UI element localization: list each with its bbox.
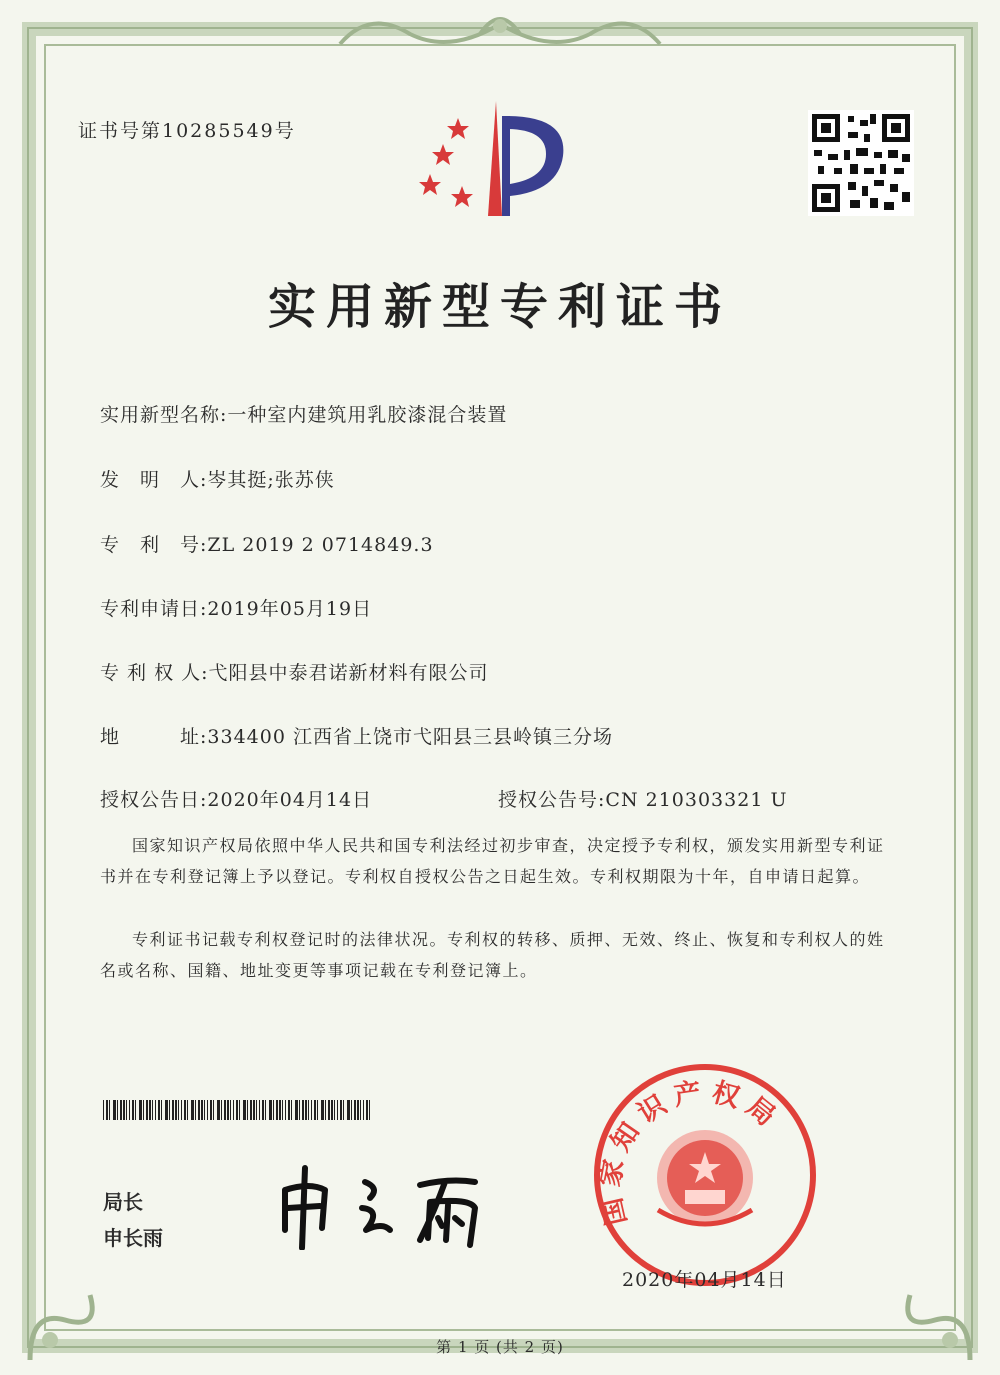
field-label: 专 利 号: [100, 534, 208, 556]
field-value: 弋阳县中泰君诺新材料有限公司 [208, 662, 489, 684]
cnipa-logo-icon [418, 96, 578, 226]
seal-text-arc: 国家知识产权局 [594, 1076, 788, 1229]
top-ornament-icon [330, 4, 670, 54]
field-label: 实用新型名称: [100, 404, 228, 426]
field-patent-number [100, 530, 434, 557]
field-value: 一种室内建筑用乳胶漆混合装置 [227, 404, 508, 426]
statement-paragraph-1: 国家知识产权局依照中华人民共和国专利法经过初步审查，决定授予专利权，颁发实用新型专利证书并在专利登记簿上予以登记。专利权自授权公告之日起生效。专利权期限为十年，自申请日起算。 [100, 836, 885, 886]
certificate-number: 证书号第10285549号 [78, 120, 296, 142]
field-patentee [100, 658, 489, 685]
statement-paragraph-2: 专利证书记载专利权登记时的法律状况。专利权的转移、质押、无效、终止、恢复和专利权人的姓名或名称、国籍、地址变更等事项记载在专利登记簿上。 [100, 930, 885, 980]
field-value: 岑其挺;张苏侠 [207, 469, 335, 491]
field-value: CN 210303321 U [605, 789, 788, 811]
director-signature-icon [270, 1160, 500, 1250]
certificate-title: 实用新型专利证书 [267, 279, 732, 335]
field-label: 授权公告日: [100, 789, 208, 811]
barcode-icon [103, 1100, 373, 1120]
field-inventor [100, 465, 335, 492]
field-utility-model-name [100, 400, 507, 427]
page-footer: 第 1 页 (共 2 页) [436, 1338, 564, 1356]
seal-text [590, 1060, 820, 1290]
field-value: 2019年05月19日 [207, 598, 373, 620]
seal-date: 2020年04月14日 [622, 1269, 787, 1291]
qr-code-icon [808, 110, 914, 216]
field-label: 发 明 人: [100, 469, 208, 491]
director-title: 局长 [103, 1190, 143, 1214]
field-application-date [100, 594, 372, 621]
field-label: 专 利 权 人: [100, 662, 209, 684]
field-label: 专利申请日: [100, 598, 208, 620]
svg-text:国家知识产权局 [595, 1075, 788, 1228]
field-grant-date [100, 785, 372, 812]
field-value: ZL 2019 2 0714849.3 [207, 534, 434, 556]
field-value: 334400 江西省上饶市弋阳县三县岭镇三分场 [207, 726, 613, 748]
field-label: 地 址: [100, 726, 208, 748]
director-name: 申长雨 [103, 1226, 163, 1250]
field-label: 授权公告号: [498, 789, 606, 811]
field-address [100, 722, 613, 749]
field-grant-publication-number [498, 785, 787, 812]
field-value: 2020年04月14日 [207, 789, 373, 811]
